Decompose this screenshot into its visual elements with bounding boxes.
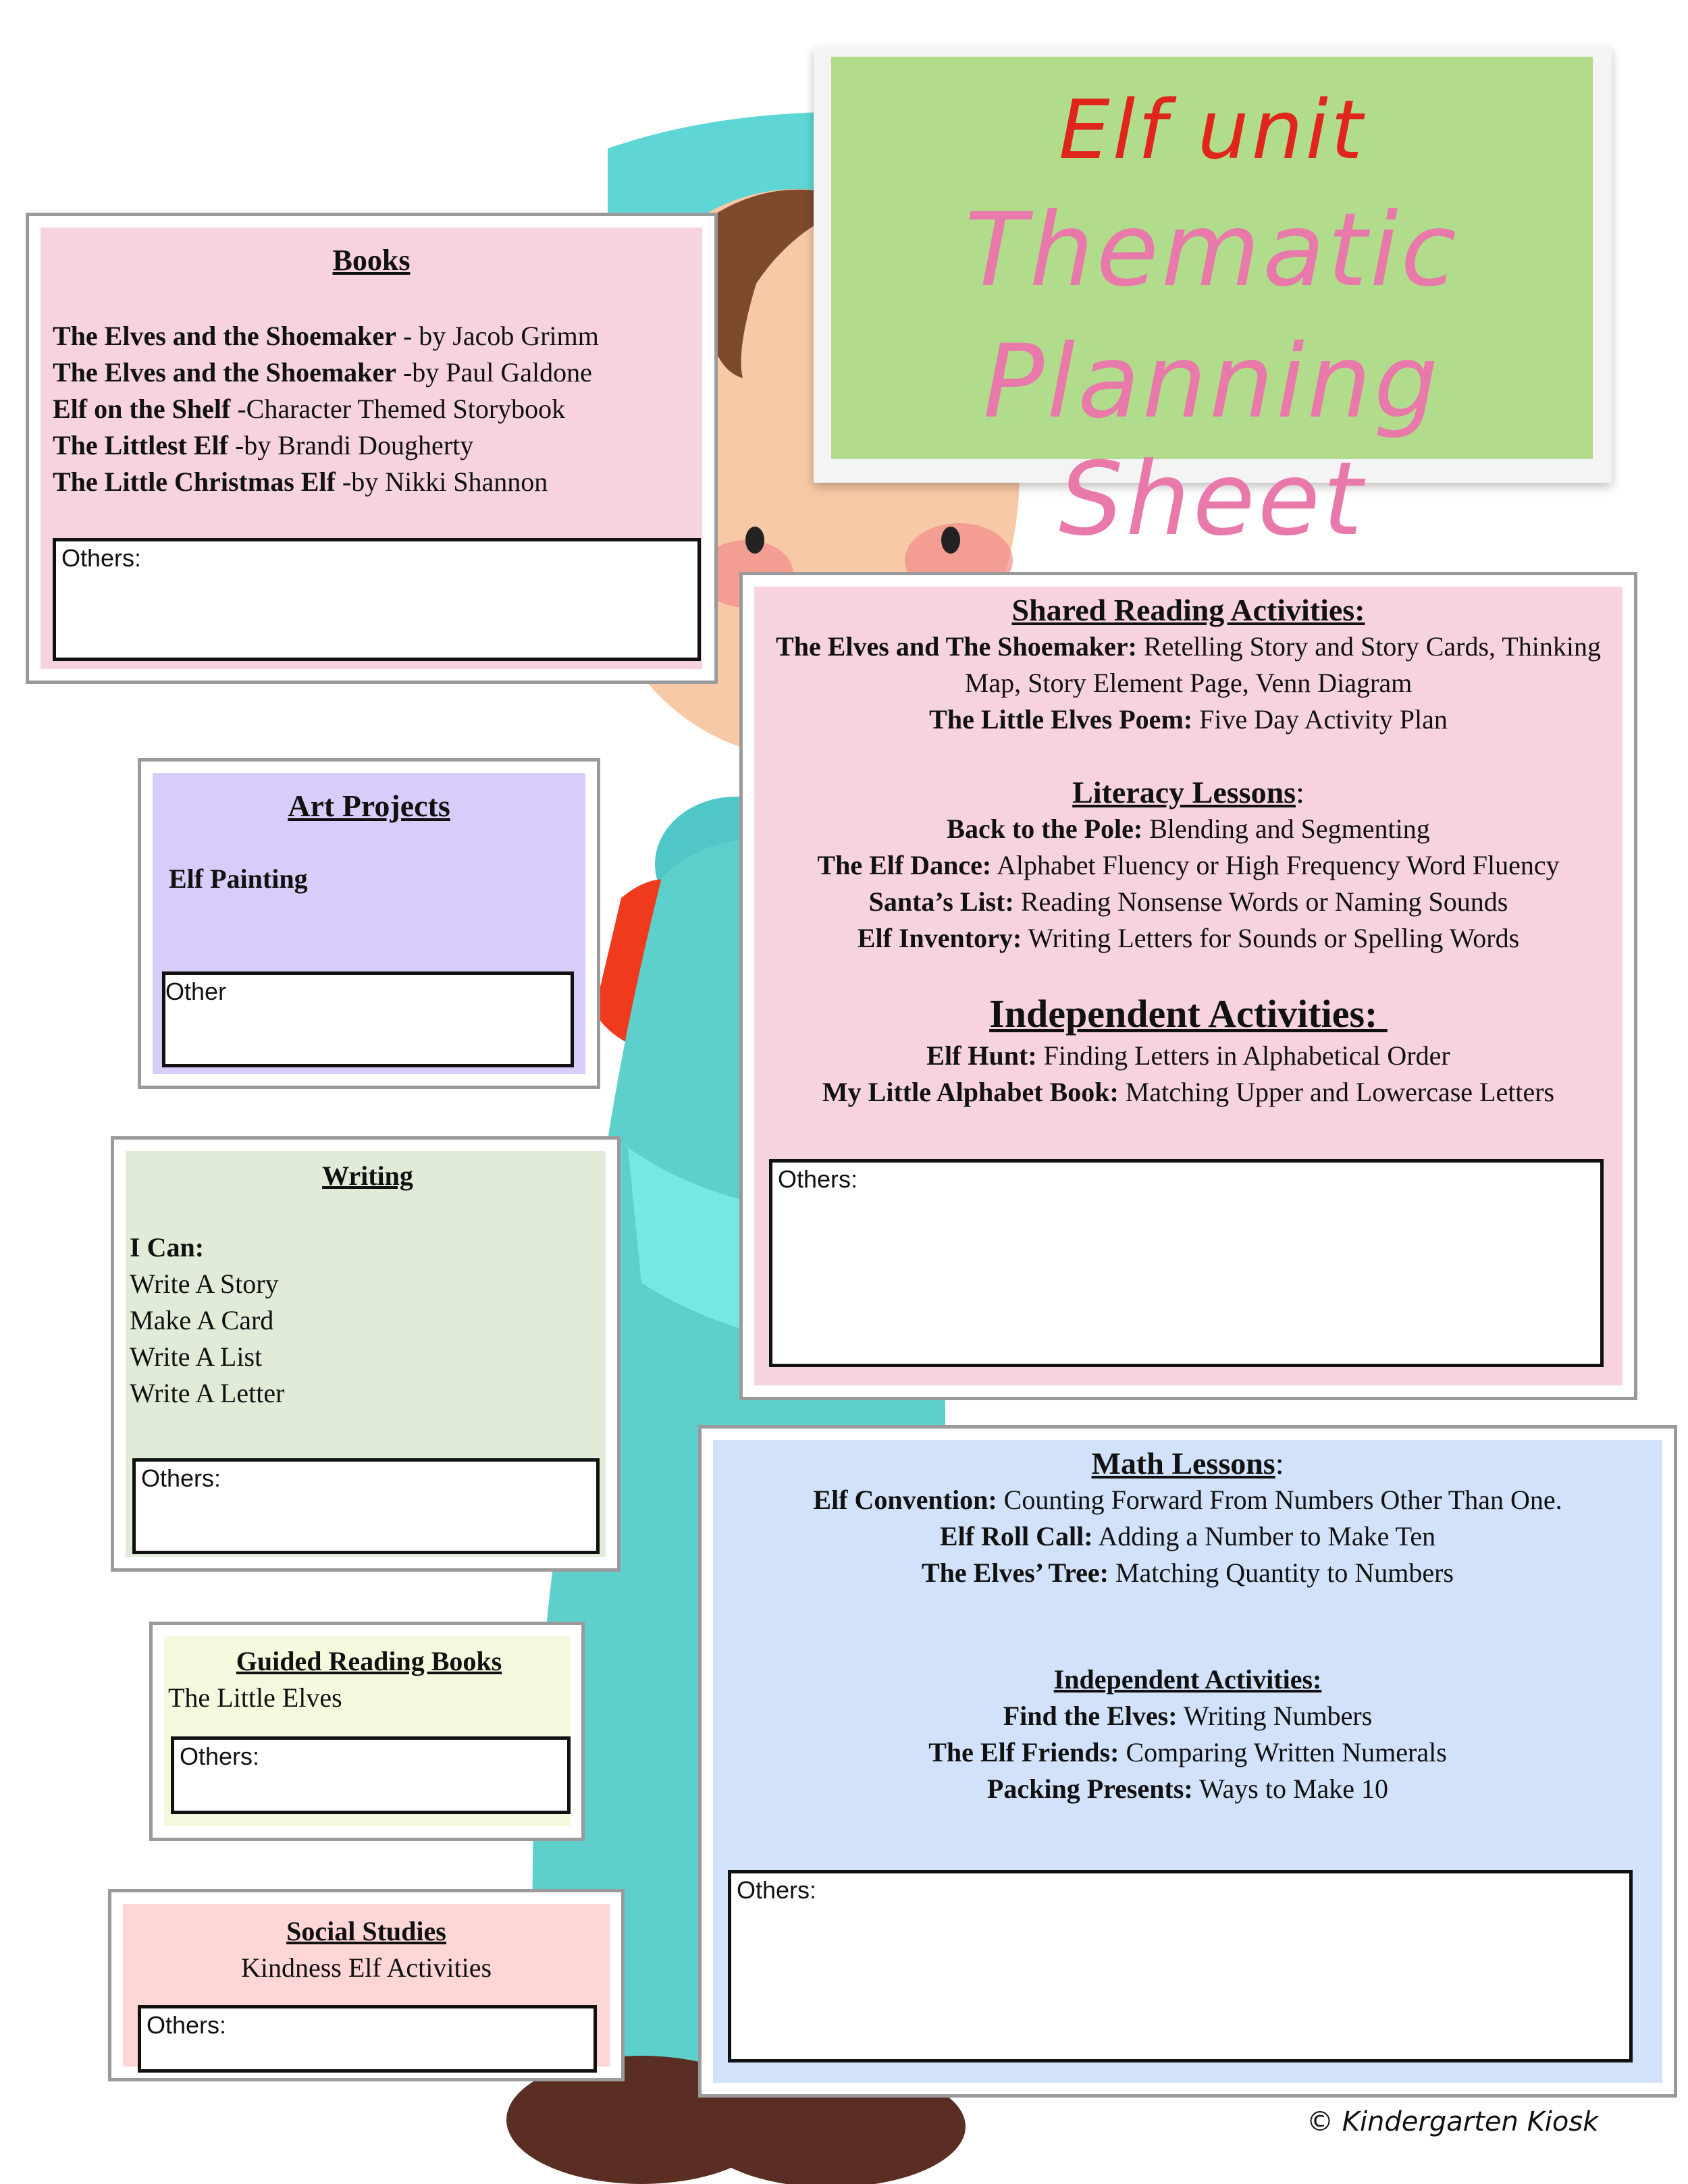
art-projects-heading: Art Projects — [288, 789, 450, 823]
guided-reading-section — [149, 1622, 585, 1841]
independent-activities-heading: Independent Activities: — [989, 992, 1388, 1036]
art-projects-panel — [153, 773, 585, 1074]
writing-panel — [126, 1151, 606, 1557]
social-studies-others-field[interactable] — [138, 2005, 597, 2073]
guided-reading-others-label: Others: — [180, 1742, 260, 1770]
math-others-label: Others: — [737, 1876, 817, 1904]
guided-reading-panel — [164, 1636, 570, 1826]
shared-reading-heading: Shared Reading Activities: — [1011, 593, 1365, 627]
math-independent-heading: Independent Activities: — [1053, 1664, 1322, 1695]
elf-eye — [745, 527, 764, 554]
unit-title: Elf unit — [1058, 84, 1366, 178]
copyright-text: © Kindergarten Kiosk — [1307, 2106, 1599, 2137]
social-studies-item: Kindness Elf Activities — [240, 1952, 492, 1983]
literacy-heading: Literacy Lessons: — [1072, 775, 1304, 809]
books-others-label: Others: — [61, 544, 142, 572]
math-lessons-section — [698, 1425, 1677, 2098]
book-item: The Elves and the Shoemaker -by Paul Galdone — [53, 357, 592, 388]
writing-others-label: Others: — [141, 1464, 221, 1492]
literacy-item: Elf Inventory: Writing Letters for Sounds or Spelling Words — [857, 923, 1520, 953]
shared-reading-item-continued: Map, Story Element Page, Venn Diagram — [964, 668, 1413, 698]
independent-activity-item: My Little Alphabet Book: Matching Upper and Lowercase Letters — [822, 1077, 1555, 1107]
math-lesson-item: Elf Roll Call: Adding a Number to Make Ten — [939, 1521, 1436, 1551]
art-item: Elf Painting — [169, 863, 308, 894]
art-other-field[interactable] — [162, 971, 574, 1067]
social-studies-heading: Social Studies — [286, 1916, 446, 1946]
writing-heading: Writing — [322, 1161, 413, 1191]
title-panel — [831, 57, 1593, 558]
title-card — [814, 47, 1612, 558]
literacy-item: Back to the Pole: Blending and Segmenting — [947, 814, 1430, 844]
writing-others-field[interactable] — [132, 1458, 600, 1554]
literacy-item: Santa’s List: Reading Nonsense Words or Naming Sounds — [868, 886, 1508, 917]
planning-sheet-title: Planning Sheet — [982, 323, 1442, 558]
writing-item: Write A Story — [130, 1269, 279, 1299]
math-independent-item: Packing Presents: Ways to Make 10 — [986, 1774, 1389, 1804]
guided-reading-others-field[interactable] — [171, 1736, 571, 1814]
books-heading: Books — [332, 244, 411, 277]
writing-item: Write A List — [130, 1341, 263, 1372]
shared-reading-others-label: Others: — [778, 1165, 858, 1193]
social-studies-panel — [123, 1904, 610, 2067]
book-item: The Little Christmas Elf -by Nikki Shannon — [53, 467, 548, 497]
math-lessons-heading: Math Lessons: — [1091, 1446, 1284, 1481]
shared-reading-others-field[interactable] — [769, 1159, 1604, 1367]
books-others-field[interactable] — [53, 538, 701, 661]
math-independent-item: Find the Elves: Writing Numbers — [1003, 1701, 1373, 1731]
shared-reading-item: The Elves and The Shoemaker: Retelling Story and Story Cards, Thinking — [776, 631, 1601, 662]
guided-reading-item: The Little Elves — [168, 1682, 342, 1713]
math-lesson-item: Elf Convention: Counting Forward From Numbers Other Than One. — [813, 1485, 1562, 1515]
writing-section — [111, 1136, 621, 1572]
shared-reading-panel — [754, 587, 1623, 1385]
shared-reading-item: The Little Elves Poem: Five Day Activity Plan — [929, 704, 1448, 735]
math-lesson-item: The Elves’ Tree: Matching Quantity to Numbers — [921, 1557, 1454, 1588]
guided-reading-heading: Guided Reading Books — [236, 1646, 502, 1676]
writing-item: Write A Letter — [130, 1378, 285, 1408]
book-item: Elf on the Shelf -Character Themed Storybook — [53, 394, 566, 424]
book-item: The Littlest Elf -by Brandi Dougherty — [53, 430, 474, 460]
writing-item: Make A Card — [130, 1305, 274, 1335]
art-projects-section — [138, 758, 600, 1089]
writing-subheading: I Can: — [130, 1232, 205, 1262]
literacy-item: The Elf Dance: Alphabet Fluency or High Frequency Word Fluency — [817, 850, 1560, 880]
shared-reading-section — [739, 572, 1637, 1400]
book-item: The Elves and the Shoemaker - by Jacob Grimm — [53, 321, 599, 351]
math-independent-item: The Elf Friends: Comparing Written Numerals — [928, 1737, 1447, 1767]
books-panel — [41, 228, 702, 669]
math-lessons-panel — [713, 1440, 1662, 2083]
books-section — [26, 213, 718, 684]
thematic-title: Thematic — [965, 192, 1459, 309]
math-others-field[interactable] — [728, 1870, 1633, 2062]
art-other-label: Other — [165, 978, 227, 1005]
social-studies-others-label: Others: — [147, 2011, 227, 2039]
social-studies-section — [108, 1889, 625, 2081]
independent-activity-item: Elf Hunt: Finding Letters in Alphabetical Order — [926, 1040, 1450, 1071]
